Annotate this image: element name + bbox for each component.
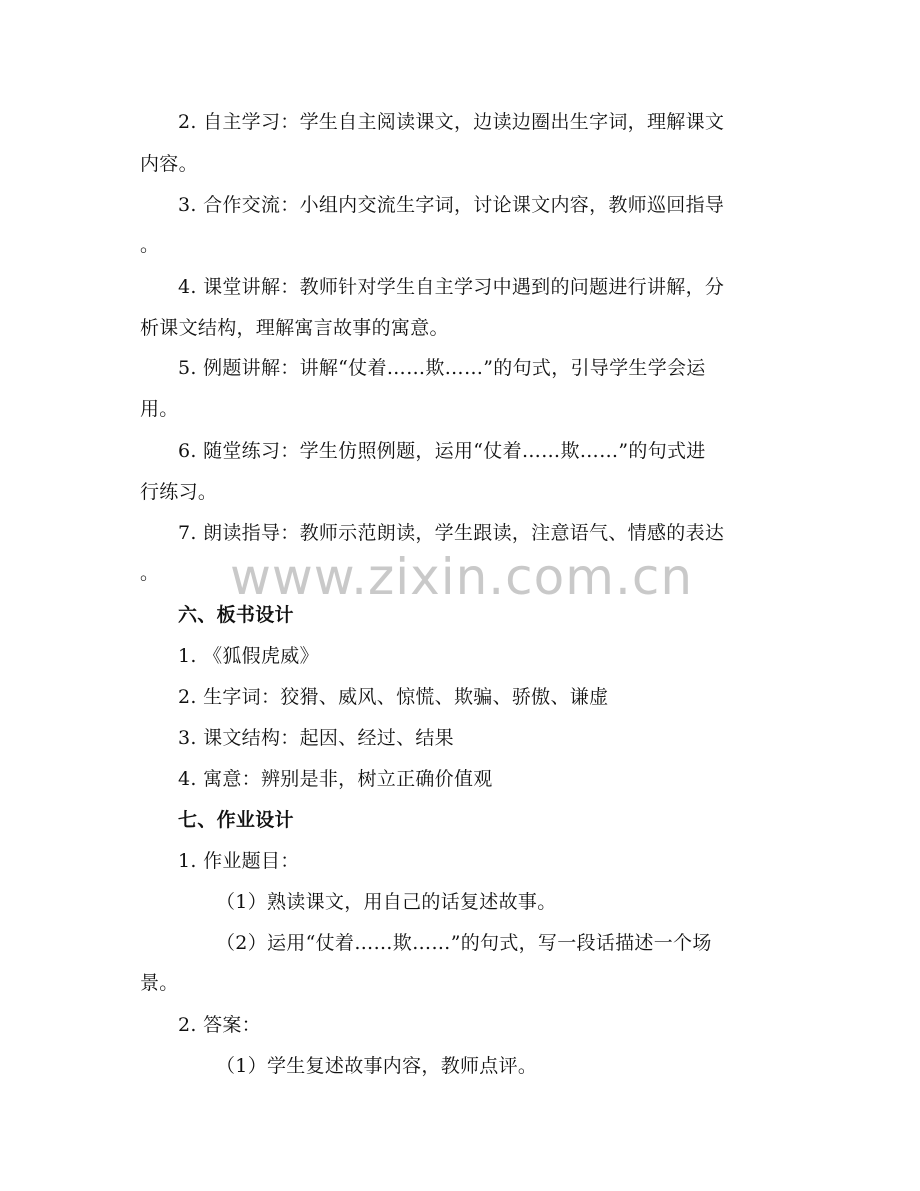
step-7-line-1: 7. 朗读指导：教师示范朗读，学生跟读，注意语气、情感的表达: [178, 522, 725, 544]
homework-item-1: 1. 作业题目：: [178, 850, 300, 872]
section-heading-blackboard: 六、板书设计: [178, 604, 294, 626]
step-7-line-2: 。: [140, 562, 160, 584]
step-5-line-1: 5. 例题讲解：讲解“仗着……欺……”的句式，引导学生学会运: [178, 357, 706, 379]
step-4-line-2: 析课文结构，理解寓言故事的寓意。: [140, 317, 449, 339]
step-6-line-2: 行练习。: [140, 481, 218, 503]
watermark: www.zixin.com.cn: [230, 548, 694, 606]
homework-item-2: 2. 答案：: [178, 1014, 261, 1036]
step-3-line-1: 3. 合作交流：小组内交流生字词，讨论课文内容，教师巡回指导: [178, 194, 725, 216]
homework-answer-1: （1）学生复述故事内容，教师点评。: [216, 1055, 538, 1077]
homework-question-2-line-2: 景。: [140, 972, 179, 994]
homework-question-1: （1）熟读课文，用自己的话复述故事。: [216, 891, 557, 913]
blackboard-item-2: 2. 生字词：狡猾、威风、惊慌、欺骗、骄傲、谦虚: [178, 686, 609, 708]
step-6-line-1: 6. 随堂练习：学生仿照例题，运用“仗着……欺……”的句式进: [178, 440, 706, 462]
step-3-line-2: 。: [140, 234, 160, 256]
blackboard-item-1: 1. 《狐假虎威》: [178, 645, 319, 667]
step-2-line-1: 2. 自主学习：学生自主阅读课文，边读边圈出生字词，理解课文: [178, 111, 725, 133]
blackboard-item-4: 4. 寓意：辨别是非，树立正确价值观: [178, 768, 493, 790]
step-2-line-2: 内容。: [140, 153, 198, 175]
section-heading-homework: 七、作业设计: [178, 809, 294, 831]
step-4-line-1: 4. 课堂讲解：教师针对学生自主学习中遇到的问题进行讲解，分: [178, 276, 725, 298]
step-5-line-2: 用。: [140, 398, 179, 420]
homework-question-2-line-1: （2）运用“仗着……欺……”的句式，写一段话描述一个场: [216, 932, 712, 954]
blackboard-item-3: 3. 课文结构：起因、经过、结果: [178, 727, 454, 749]
